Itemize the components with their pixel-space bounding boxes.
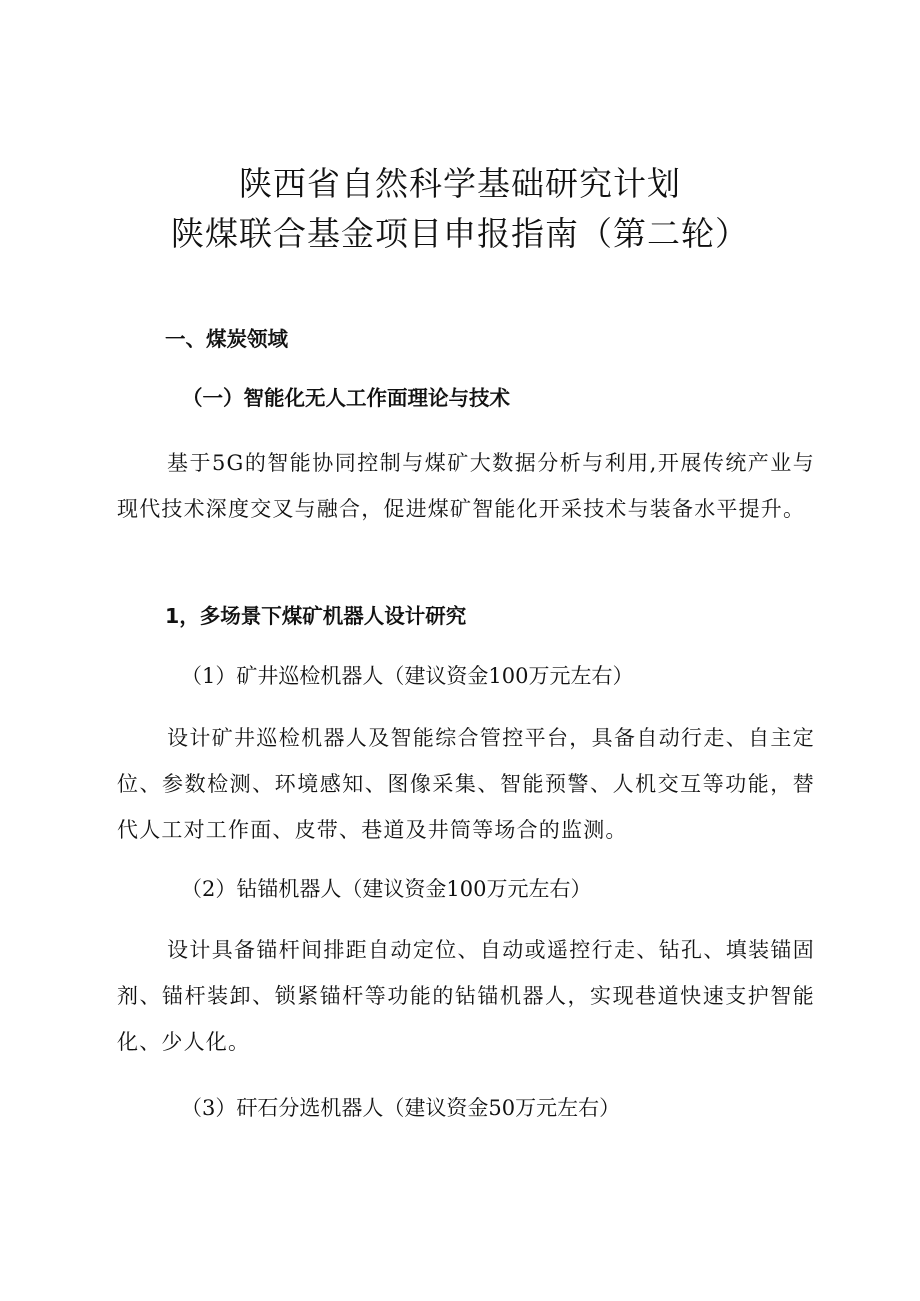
topic-heading-robot-design: 1，多场景下煤矿机器人设计研究	[165, 604, 467, 628]
item-heading-inspection-robot: （1）矿井巡检机器人（建议资金100万元左右）	[181, 664, 634, 688]
document-title-line1: 陕西省自然科学基础研究计划	[239, 164, 681, 203]
item-text-drilling-robot: 设计具备锚杆间排距自动定位、自动或遥控行走、钻孔、填装锚固剂、锚杆装卸、锁紧锚杆等功能的钻锚机器人，实现巷道快速支护智能化、少人化。	[117, 938, 815, 1054]
section-heading-coal: 一、煤炭领域	[165, 327, 288, 351]
document-title-line2: 陕煤联合基金项目申报指南（第二轮）	[171, 214, 749, 253]
item-text-inspection-robot: 设计矿井巡检机器人及智能综合管控平台，具备自动行走、自主定位、参数检测、环境感知、图像采集、智能预警、人机交互等功能，替代人工对工作面、皮带、巷道及井筒等场合的监测。	[117, 726, 815, 842]
item-heading-drilling-robot: （2）钻锚机器人（建议资金100万元左右）	[181, 877, 592, 901]
item-heading-gangue-robot: （3）矸石分选机器人（建议资金50万元左右）	[181, 1096, 621, 1120]
subsection-heading-intelligent-mining: （一）智能化无人工作面理论与技术	[182, 386, 510, 410]
intro-paragraph: 基于5G的智能协同控制与煤矿大数据分析与利用,开展传统产业与现代技术深度交叉与融合，促进煤矿智能化开采技术与装备水平提升。	[117, 451, 815, 521]
